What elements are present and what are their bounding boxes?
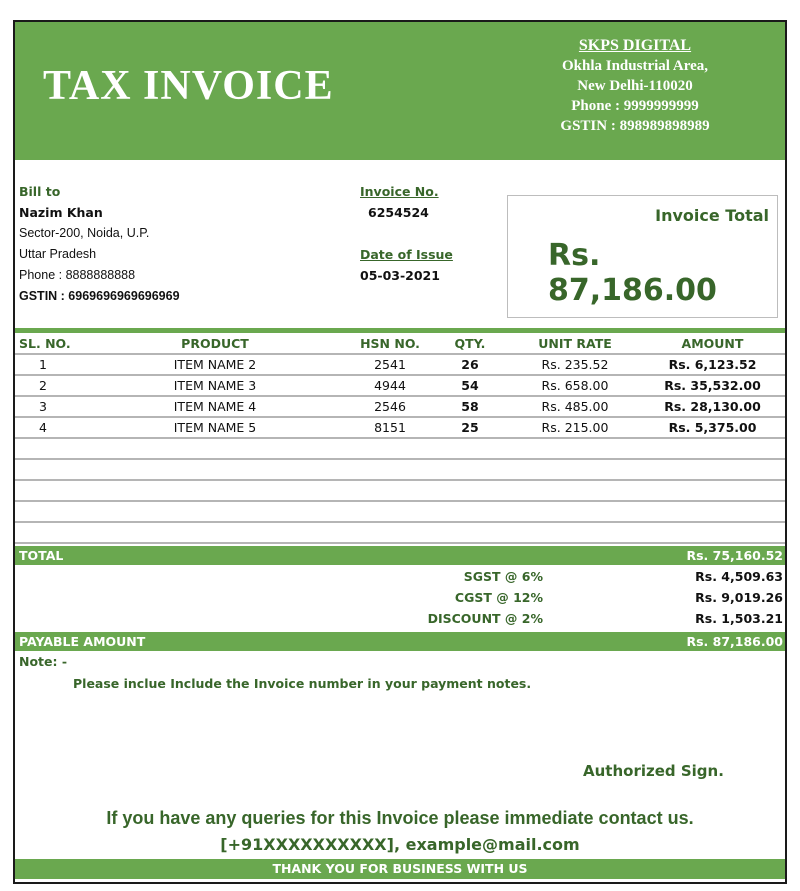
header-unit-rate: UNIT RATE	[538, 336, 612, 351]
table-row	[15, 375, 785, 396]
invoice-total-box	[507, 195, 778, 318]
row-amount: Rs. 28,130.00	[664, 399, 761, 414]
table-row	[15, 417, 785, 438]
row-divider	[15, 458, 785, 460]
row-qty: 26	[461, 357, 479, 372]
discount-row	[15, 608, 785, 629]
note-label: Note: -	[19, 654, 68, 669]
row-rate: Rs. 235.52	[541, 357, 609, 372]
customer-phone: Phone : 8888888888	[19, 268, 136, 282]
row-divider	[15, 521, 785, 523]
invoice-header	[15, 22, 785, 160]
header-sl: SL. NO.	[19, 336, 71, 351]
invoice-meta	[360, 181, 453, 286]
note-text: Please inclue Include the Invoice number in your payment notes.	[73, 676, 532, 691]
row-rate: Rs. 658.00	[541, 378, 609, 393]
date-of-issue-label: Date of Issue	[360, 247, 453, 262]
row-product: ITEM NAME 3	[173, 378, 257, 393]
header-amount: AMOUNT	[681, 336, 744, 351]
row-sl: 2	[39, 378, 47, 393]
row-amount: Rs. 35,532.00	[664, 378, 761, 393]
payable-amount: Rs. 87,186.00	[686, 634, 783, 649]
row-product: ITEM NAME 4	[173, 399, 257, 414]
company-phone: Phone : 9999999999	[571, 98, 699, 114]
total-label: TOTAL	[19, 548, 64, 563]
company-block	[485, 36, 785, 136]
table-header	[15, 333, 785, 354]
row-hsn: 2546	[374, 399, 406, 414]
invoice-frame	[13, 20, 787, 884]
customer-address: Sector-200, Noida, U.P.	[19, 226, 150, 240]
total-amount: Rs. 75,160.52	[686, 548, 783, 563]
row-divider	[15, 437, 785, 439]
row-hsn: 2541	[374, 357, 406, 372]
invoice-title: TAX INVOICE	[43, 63, 334, 109]
row-sl: 3	[39, 399, 47, 414]
row-product: ITEM NAME 2	[173, 357, 257, 372]
company-name: SKPS DIGITAL	[578, 37, 692, 54]
company-gstin: GSTIN : 898989898989	[560, 118, 710, 134]
discount-amount: Rs. 1,503.21	[695, 611, 783, 626]
total-bar	[15, 546, 785, 565]
invoice-total-label: Invoice Total	[655, 206, 769, 225]
header-product: PRODUCT	[181, 336, 249, 351]
row-rate: Rs. 215.00	[541, 420, 609, 435]
invoice-total-amount: Rs. 87,186.00	[548, 238, 717, 308]
header-qty: QTY.	[454, 336, 486, 351]
query-text: If you have any queries for this Invoice please immediate contact us.	[106, 808, 694, 828]
contact-line: [+91XXXXXXXXXX], example@mail.com	[220, 835, 580, 854]
row-divider	[15, 500, 785, 502]
row-divider	[15, 542, 785, 544]
row-qty: 25	[461, 420, 479, 435]
invoice-number: 6254524	[368, 205, 429, 220]
customer-state: Uttar Pradesh	[19, 247, 97, 261]
sgst-row	[15, 566, 785, 587]
bill-to-label: Bill to	[19, 184, 61, 199]
row-divider	[15, 479, 785, 481]
row-sl: 4	[39, 420, 47, 435]
sgst-label: SGST @ 6%	[463, 569, 543, 584]
row-sl: 1	[39, 357, 47, 372]
cgst-amount: Rs. 9,019.26	[695, 590, 783, 605]
row-hsn: 4944	[374, 378, 406, 393]
row-rate: Rs. 485.00	[541, 399, 609, 414]
payable-bar	[15, 632, 785, 651]
sgst-amount: Rs. 4,509.63	[695, 569, 783, 584]
cgst-label: CGST @ 12%	[454, 590, 543, 605]
authorized-sign: Authorized Sign.	[583, 762, 724, 780]
row-product: ITEM NAME 5	[173, 420, 257, 435]
bill-to-block	[19, 181, 180, 307]
header-hsn: HSN NO.	[360, 336, 420, 351]
company-address-line1: Okhla Industrial Area,	[561, 58, 708, 74]
payable-label: PAYABLE AMOUNT	[19, 634, 146, 649]
customer-gstin: GSTIN : 6969696969696969	[19, 289, 180, 303]
customer-name: Nazim Khan	[19, 205, 103, 220]
invoice-number-label: Invoice No.	[360, 184, 439, 199]
table-row	[15, 396, 785, 417]
row-amount: Rs. 6,123.52	[668, 357, 757, 372]
company-address-line2: New Delhi-110020	[577, 78, 693, 94]
cgst-row	[15, 587, 785, 608]
date-of-issue: 05-03-2021	[360, 268, 440, 283]
row-hsn: 8151	[374, 420, 406, 435]
row-qty: 58	[461, 399, 479, 414]
row-qty: 54	[461, 378, 479, 393]
table-row	[15, 354, 785, 375]
row-amount: Rs. 5,375.00	[668, 420, 757, 435]
thank-you-bar: THANK YOU FOR BUSINESS WITH US	[15, 859, 785, 879]
discount-label: DISCOUNT @ 2%	[427, 611, 543, 626]
